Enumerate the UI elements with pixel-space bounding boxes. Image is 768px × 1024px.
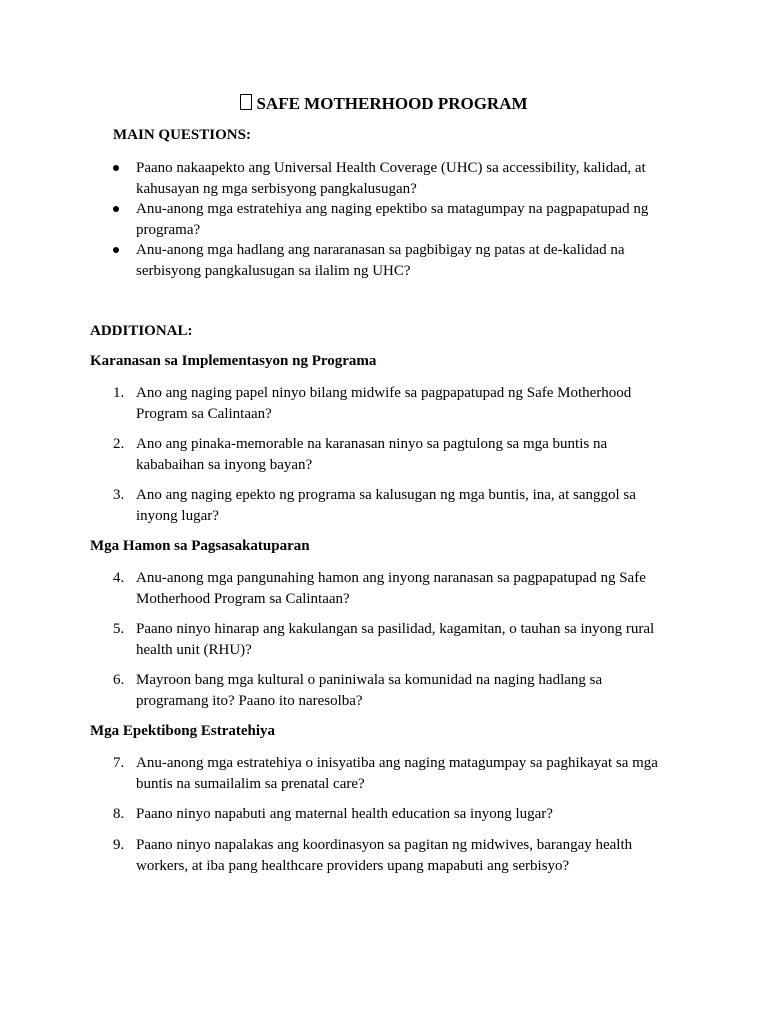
- question-item: [113, 670, 673, 712]
- page-title: [0, 94, 768, 114]
- question-item: [113, 485, 673, 527]
- missing-glyph-icon: [240, 94, 252, 110]
- question-text: Ano ang naging papel ninyo bilang midwife sa pagpapatupad ng Safe Motherhood Program sa Calintaan?: [136, 385, 632, 422]
- question-text: Anu-anong mga pangunahing hamon ang inyong naranasan sa pagpapatupad ng Safe Motherhood Program sa Calintaan?: [136, 570, 646, 607]
- question-item: [113, 568, 673, 610]
- question-item: [113, 434, 673, 476]
- main-questions-heading: MAIN QUESTIONS:: [113, 127, 251, 143]
- question-number: 9.: [113, 837, 125, 853]
- question-text: Mayroon bang mga kultural o paniniwala sa komunidad na naging hadlang sa programang ito? Paano ito naresolba?: [136, 672, 603, 709]
- question-item: [113, 753, 673, 795]
- question-item: [113, 804, 673, 825]
- question-text: Paano ninyo hinarap ang kakulangan sa pasilidad, kagamitan, o tauhan sa inyong rural health unit (RHU)?: [136, 621, 655, 658]
- question-number: 2.: [113, 436, 125, 452]
- list-item: Anu-anong mga hadlang ang nararanasan sa pagbibigay ng patas at de-kalidad na serbisyong pangkalusugan sa ilalim ng UHC?: [113, 240, 673, 281]
- question-text: Ano ang naging epekto ng programa sa kalusugan ng mga buntis, ina, at sanggol sa inyong lugar?: [136, 487, 636, 524]
- question-text: Anu-anong mga estratehiya o inisyatiba ang naging matagumpay sa paghikayat sa mga buntis na sumailalim sa prenatal care?: [136, 755, 658, 792]
- question-number: 7.: [113, 755, 125, 771]
- main-questions-list: [113, 158, 673, 281]
- question-number: 5.: [113, 621, 125, 637]
- question-text: Ano ang pinaka-memorable na karanasan ninyo sa pagtulong sa mga buntis na kababaihan sa inyong bayan?: [136, 436, 608, 473]
- question-item: [113, 619, 673, 661]
- additional-heading: ADDITIONAL:: [90, 323, 193, 339]
- section-heading: Karanasan sa Implementasyon ng Programa: [90, 353, 377, 369]
- question-number: 6.: [113, 672, 125, 688]
- question-text: Paano ninyo napabuti ang maternal health education sa inyong lugar?: [136, 806, 553, 822]
- list-item: Anu-anong mga estratehiya ang naging epektibo sa matagumpay na pagpapatupad ng programa?: [113, 199, 673, 240]
- question-number: 8.: [113, 806, 125, 822]
- list-item: Paano nakaapekto ang Universal Health Coverage (UHC) sa accessibility, kalidad, at kahusayan ng mga serbisyong pangkalusugan?: [113, 158, 673, 199]
- section-heading: Mga Hamon sa Pagsasakatuparan: [90, 538, 310, 554]
- question-item: [113, 383, 673, 425]
- question-item: [113, 835, 673, 877]
- question-number: 3.: [113, 487, 125, 503]
- section-heading: Mga Epektibong Estratehiya: [90, 723, 276, 739]
- question-number: 1.: [113, 385, 125, 401]
- question-text: Paano ninyo napalakas ang koordinasyon sa pagitan ng midwives, barangay health workers, at iba pang healthcare providers upang mapabuti ang serbisyo?: [136, 837, 633, 874]
- page-title-text: SAFE MOTHERHOOD PROGRAM: [256, 94, 528, 113]
- question-number: 4.: [113, 570, 125, 586]
